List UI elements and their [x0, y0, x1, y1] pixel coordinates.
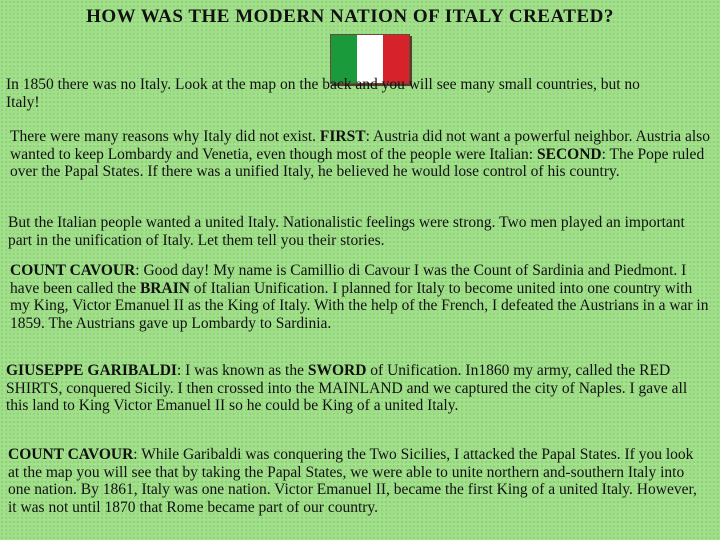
- intro-paragraph: In 1850 there was no Italy. Look at the map on the back and you will see many small countries, but no Italy!: [6, 76, 640, 111]
- brain-label: BRAIN: [139, 279, 190, 297]
- second-label: SECOND: [536, 145, 602, 163]
- reasons-paragraph: [10, 128, 718, 181]
- cavour-text-3: : While Garibaldi was conquering the Two Sicilies, I attacked the Papal States. If you look at the map you will see that by taking the Papal States, we were able to unite northern and-southern Italy into one nation. By 1861, Italy was one nation. Victor Emanuel II, became the first King of a united Italy. However, it was not until 1870 that Rome became part of our country.: [8, 446, 697, 516]
- reasons-text-2: : Austria did not want a powerful neighbor. Austria also wanted to keep Lombardy and Venetia, even though most of the people were Italian:: [10, 128, 710, 163]
- first-label: FIRST: [319, 128, 366, 145]
- reasons-text-3: : The Pope ruled over the Papal States. If there was a unified Italy, he believed he would lose control of his country.: [10, 145, 705, 180]
- sword-label: SWORD: [307, 362, 367, 379]
- cavour-text-1: : Good day! My name is Camillio di Cavour I was the Count of Sardinia and Piedmont. I have been called the: [10, 262, 687, 297]
- cavour-paragraph-1: [10, 262, 710, 332]
- garibaldi-text-2: of Unification. In1860 my army, called the RED SHIRTS, conquered Sicily. I then crossed into the MAINLAND and we captured the city of Naples. I gave all this land to King Victor Emanuel II so he could be King of a united Italy.: [6, 362, 688, 414]
- unification-paragraph: But the Italian people wanted a united Italy. Nationalistic feelings were strong. Two men played an important part in the unification of Italy. Let them tell you their stories.: [8, 214, 685, 249]
- cavour-paragraph-2: [8, 446, 708, 516]
- garibaldi-paragraph: [6, 362, 710, 415]
- reasons-text-1: There were many reasons why Italy did not exist.: [10, 128, 320, 145]
- garibaldi-text-1: : I was known as the: [176, 362, 308, 379]
- speaker-label: GIUSEPPE GARIBALDI: [6, 362, 177, 379]
- page-title: HOW WAS THE MODERN NATION OF ITALY CREATED?: [86, 6, 614, 27]
- cavour-text-2: of Italian Unification. I planned for Italy to become united into one country with my King, Victor Emanuel II as the King of Italy. With the help of the French, I defeated the Austrians in a war in 1859. The Austrians gave up Lombardy to Sardinia.: [10, 279, 709, 332]
- speaker-label: COUNT CAVOUR: [10, 262, 136, 279]
- speaker-label: COUNT CAVOUR: [8, 446, 134, 463]
